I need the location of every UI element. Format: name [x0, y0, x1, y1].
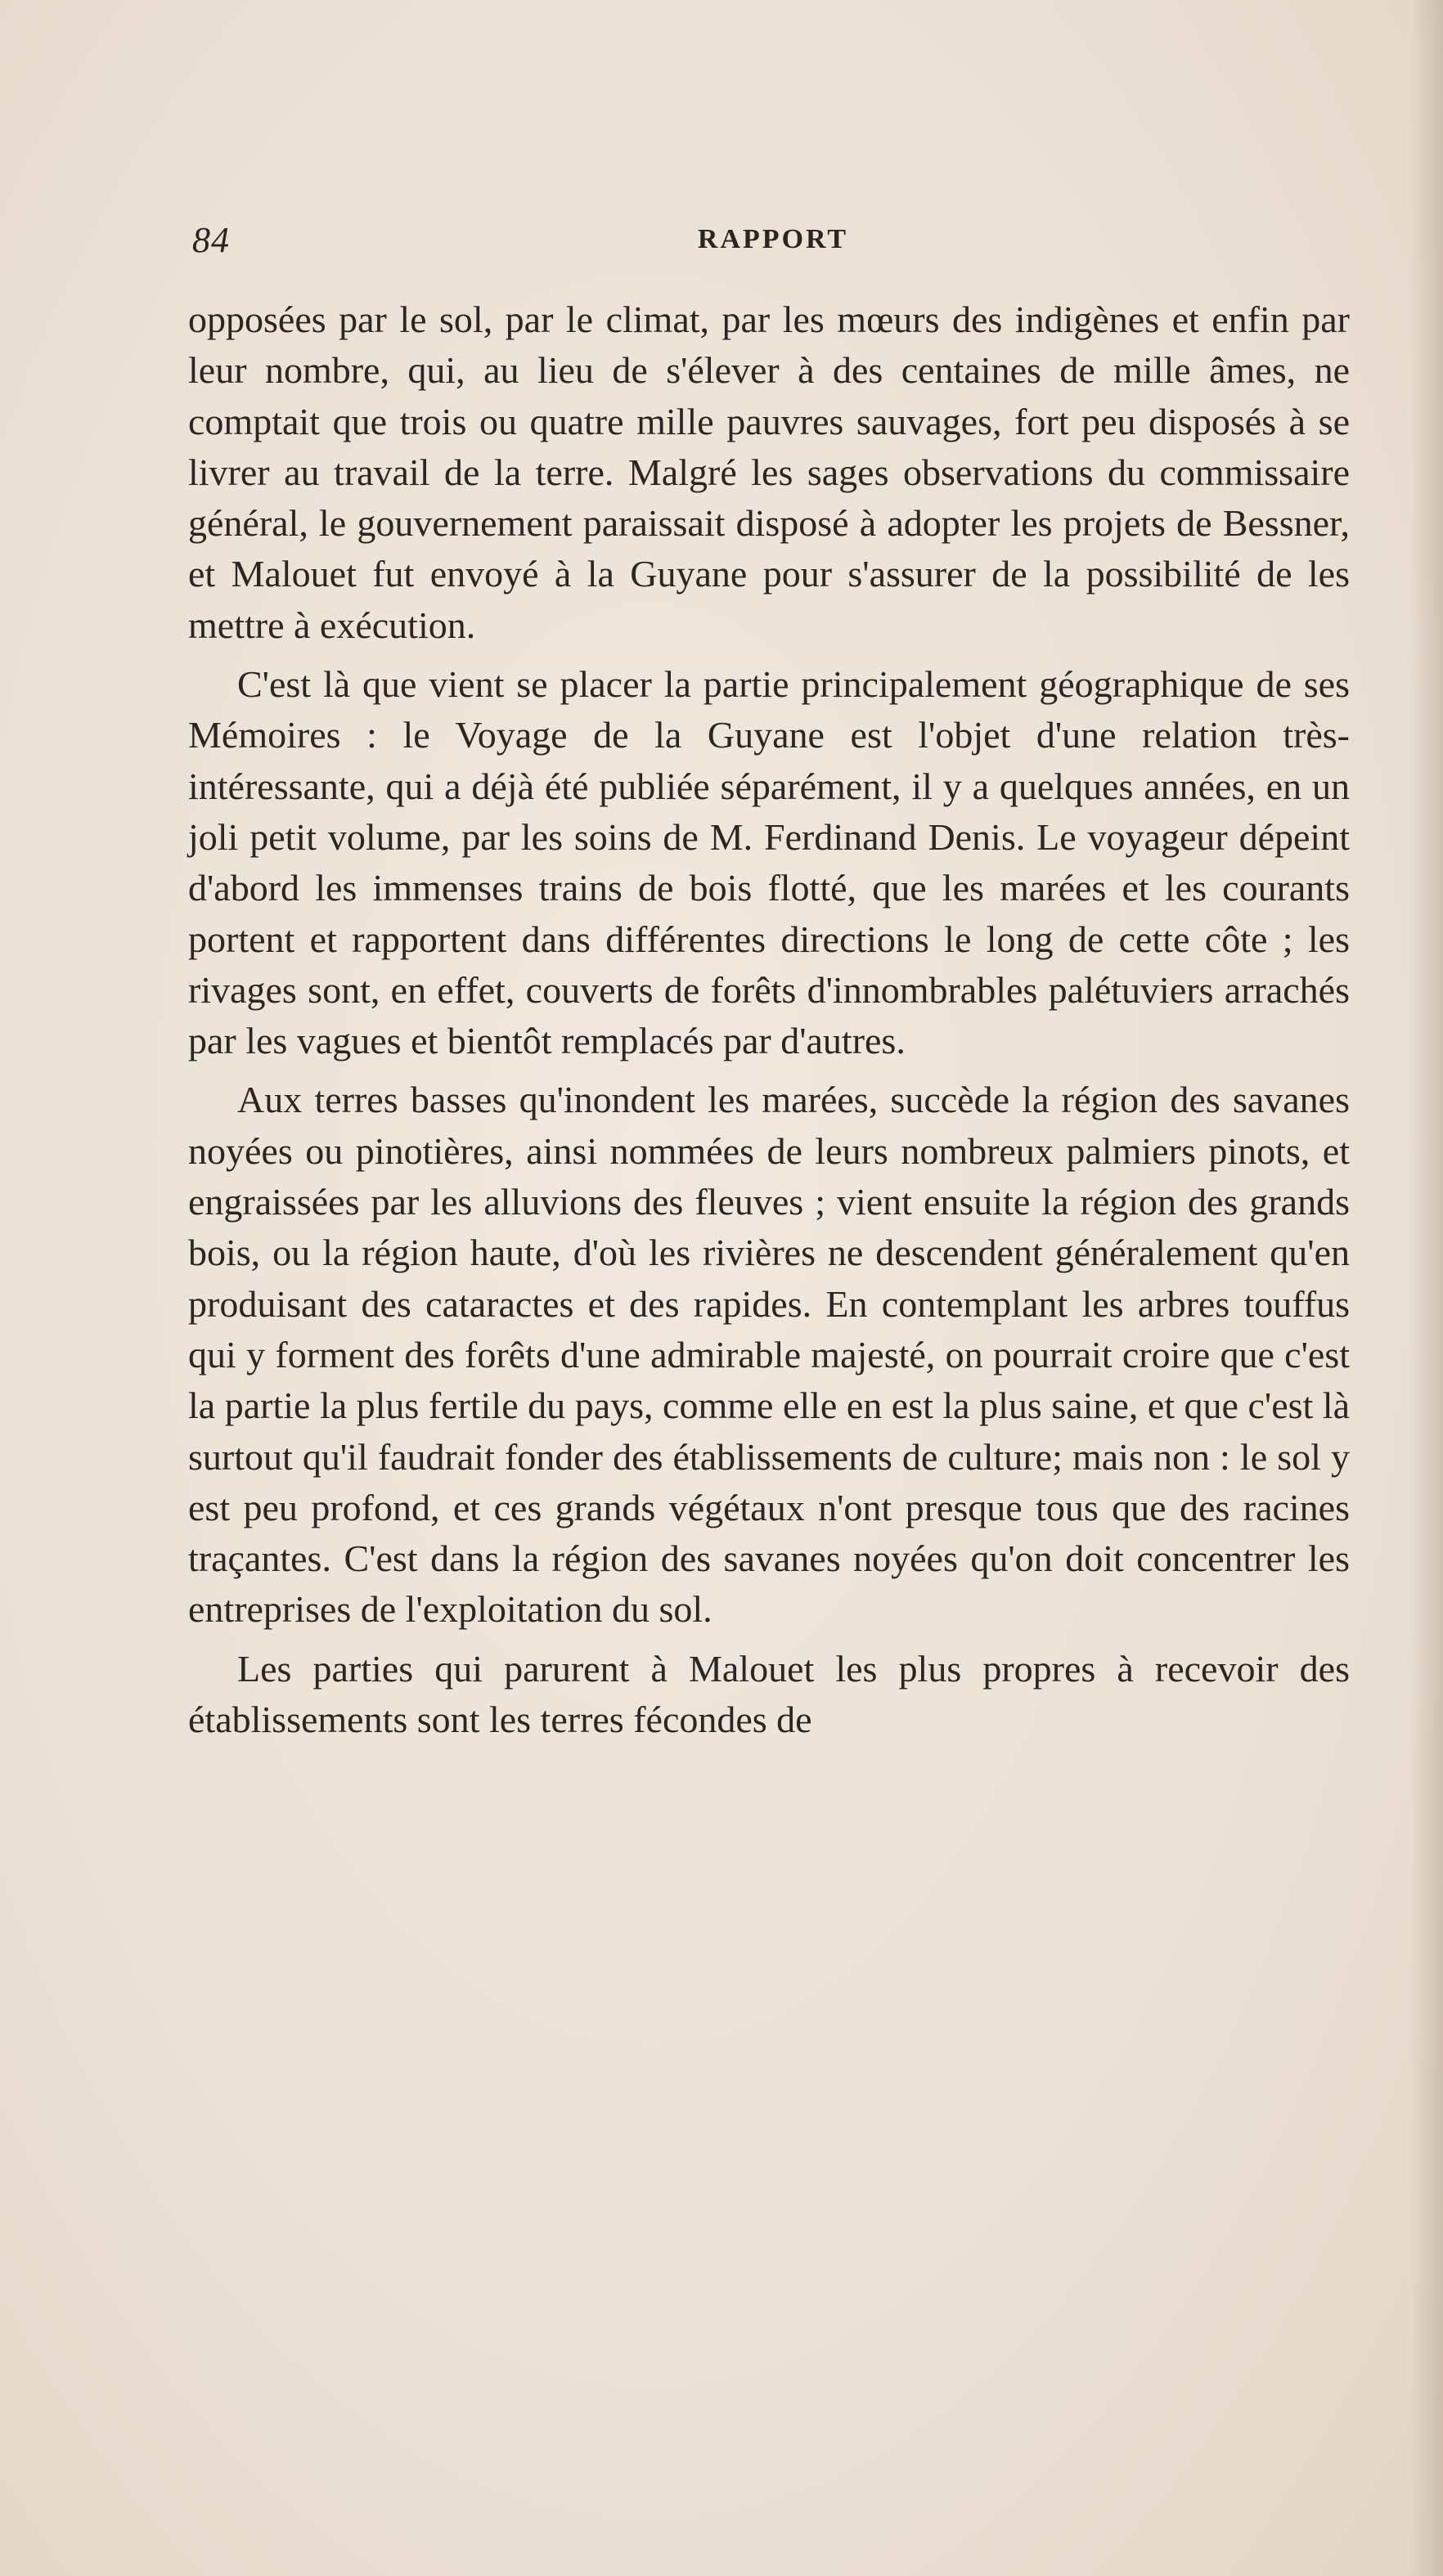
- paragraph: C'est là que vient se placer la partie principalement géographique de ses Mémoires : le Voyage de la Guyane est l'objet d'une relation très-intéressante, qui a déjà été publiée séparément, il y a quelques années, en un joli petit volume, par les soins de M. Ferdinand Denis. Le voyageur dépeint d'abord les immenses trains de bois flotté, que les marées et les courants portent et rapportent dans différentes directions le long de cette côte ; les rivages sont, en effet, couverts de forêts d'innombrables palétuviers arrachés par les vagues et bientôt remplacés par d'autres.: [188, 663, 1350, 1062]
- paragraph: Les parties qui parurent à Malouet les plus propres à recevoir des établissements sont les terres fécondes de: [188, 1647, 1350, 1741]
- body-text: [188, 294, 1350, 1753]
- running-head: [192, 219, 1354, 268]
- page-edge-shadow: [1410, 0, 1443, 2576]
- paragraph: opposées par le sol, par le climat, par les mœurs des indigènes et enfin par leur nombre, qui, au lieu de s'élever à des centaines de mille âmes, ne comptait que trois ou quatre mille pauvres sauvages, fort peu disposés à se livrer au travail de la terre. Malgré les sages observations du commissaire général, le gouvernement paraissait disposé à adopter les projets de Bessner, et Malouet fut envoyé à la Guyane pour s'assurer de la possibilité de les mettre à exécution.: [188, 298, 1350, 646]
- page-number: 84: [192, 220, 230, 260]
- paragraph: Aux terres basses qu'inondent les marées, succède la région des savanes noyées ou pinotières, ainsi nommées de leurs nombreux palmiers pinots, et engraissées par les alluvions des fleuves ; vient ensuite la région des grands bois, ou la région haute, d'où les rivières ne descendent généralement qu'en produisant des cataractes et des rapides. En contemplant les arbres touffus qui y forment des forêts d'une admirable majesté, on pourrait croire que c'est la partie la plus fertile du pays, comme elle en est la plus saine, et que c'est là surtout qu'il faudrait fonder des établissements de culture; mais non : le sol y est peu profond, et ces grands végétaux n'ont presque tous que des racines traçantes. C'est dans la région des savanes noyées qu'on doit concentrer les entreprises de l'exploitation du sol.: [188, 1079, 1350, 1631]
- running-head-title: RAPPORT: [697, 224, 849, 254]
